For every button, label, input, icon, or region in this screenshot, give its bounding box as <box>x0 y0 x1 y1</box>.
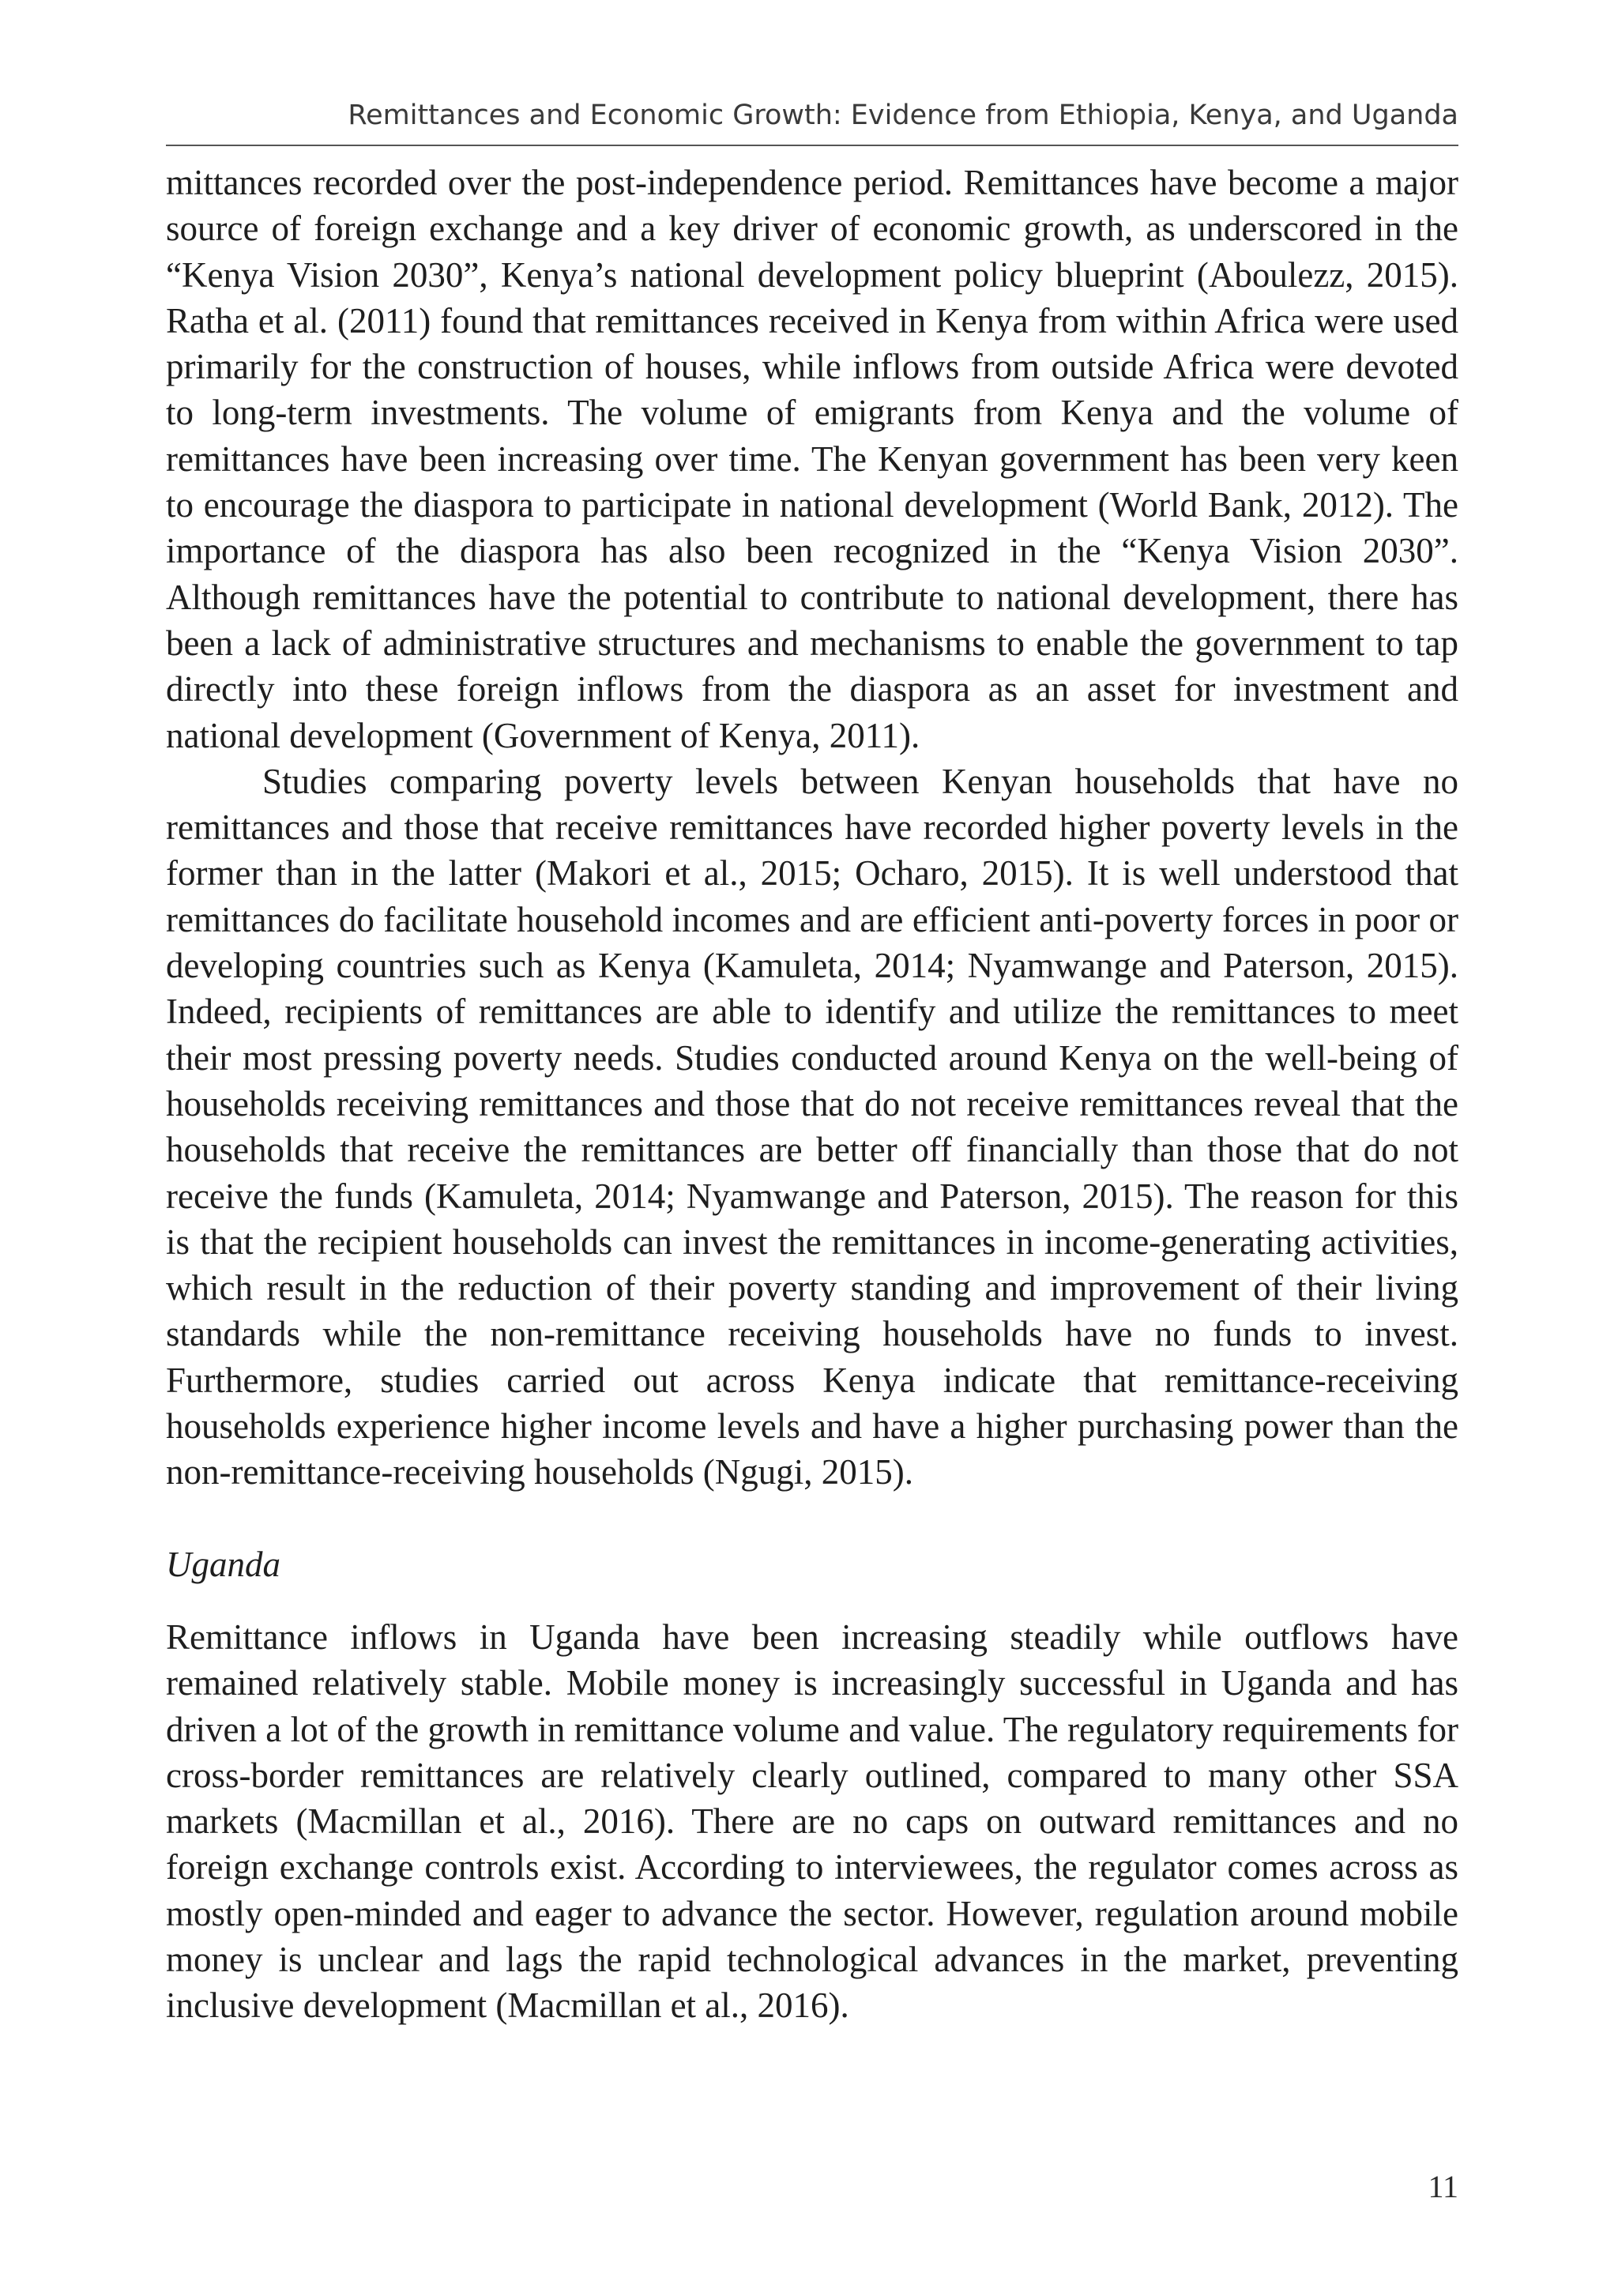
paragraph-2: Studies comparing poverty levels between Kenyan households that have no remittances and those that receive remittances have recorded higher poverty levels in the former than in the latter (Makori et al., 2015; Ocharo, 2015). It is well understood that remittances do facilitate household incomes and are efficient anti-poverty forces in poor or developing countries such as Kenya (Kamuleta, 2014; Nyamwange and Paterson, 2015). Indeed, recipients of remittances are able to identify and utilize the remittances to meet their most pressing poverty needs. Studies conducted around Kenya on the well-being of households receiving remittances and those that do not receive remittances reveal that the households that receive the remittances are better off financially than those that do not receive the funds (Kamuleta, 2014; Nyamwange and Paterson, 2015). The reason for this is that the recipient households can invest the remittances in income-generating activities, which result in the reduction of their poverty standing and improvement of their living standards while the non-remittance receiving households have no funds to invest. Furthermore, studies carried out across Kenya indicate that remittance-receiving households experience higher income levels and have a higher purchasing power than the non-remittance-receiving households (Ngugi, 2015). <box>166 761 1458 1492</box>
section-heading-uganda: Uganda <box>166 1544 280 1584</box>
running-header: Remittances and Economic Growth: Evidence from Ethiopia, Kenya, and Uganda <box>348 100 1458 131</box>
page-body <box>166 160 1458 2029</box>
header-rule <box>166 145 1458 146</box>
paragraph-3: Remittance inflows in Uganda have been increasing steadily while outflows have remained relatively stable. Mobile money is increasingly successful in Uganda and has driven a lot of the growth in remittance volume and value. The regulatory requirements for cross-border remittances are relatively clearly outlined, compared to many other SSA markets (Macmillan et al., 2016). There are no caps on outward remittances and no foreign exchange controls exist. According to interviewees, the regulator comes across as mostly open-minded and eager to advance the sector. However, regulation around mobile money is unclear and lags the rapid technological advances in the market, preventing inclusive development (Macmillan et al., 2016). <box>166 1617 1458 2026</box>
paragraph-1: mittances recorded over the post-independence period. Remittances have become a major source of foreign exchange and a key driver of economic growth, as underscored in the “Kenya Vision 2030”, Kenya’s national development policy blueprint (Aboulezz, 2015). Ratha et al. (2011) found that remittances received in Kenya from within Africa were used primarily for the construction of houses, while inflows from outside Africa were devoted to long-term investments. The volume of emigrants from Kenya and the volume of remittances have been increasing over time. The Kenyan government has been very keen to encourage the diaspora to participate in national development (World Bank, 2012). The importance of the diaspora has also been recognized in the “Kenya Vision 2030”. Although remittances have the potential to contribute to national development, there has been a lack of administrative structures and mechanisms to enable the government to tap directly into these foreign inflows from the diaspora as an asset for investment and national development (Government of Kenya, 2011). <box>166 163 1458 755</box>
page-number: 11 <box>1428 2169 1458 2204</box>
